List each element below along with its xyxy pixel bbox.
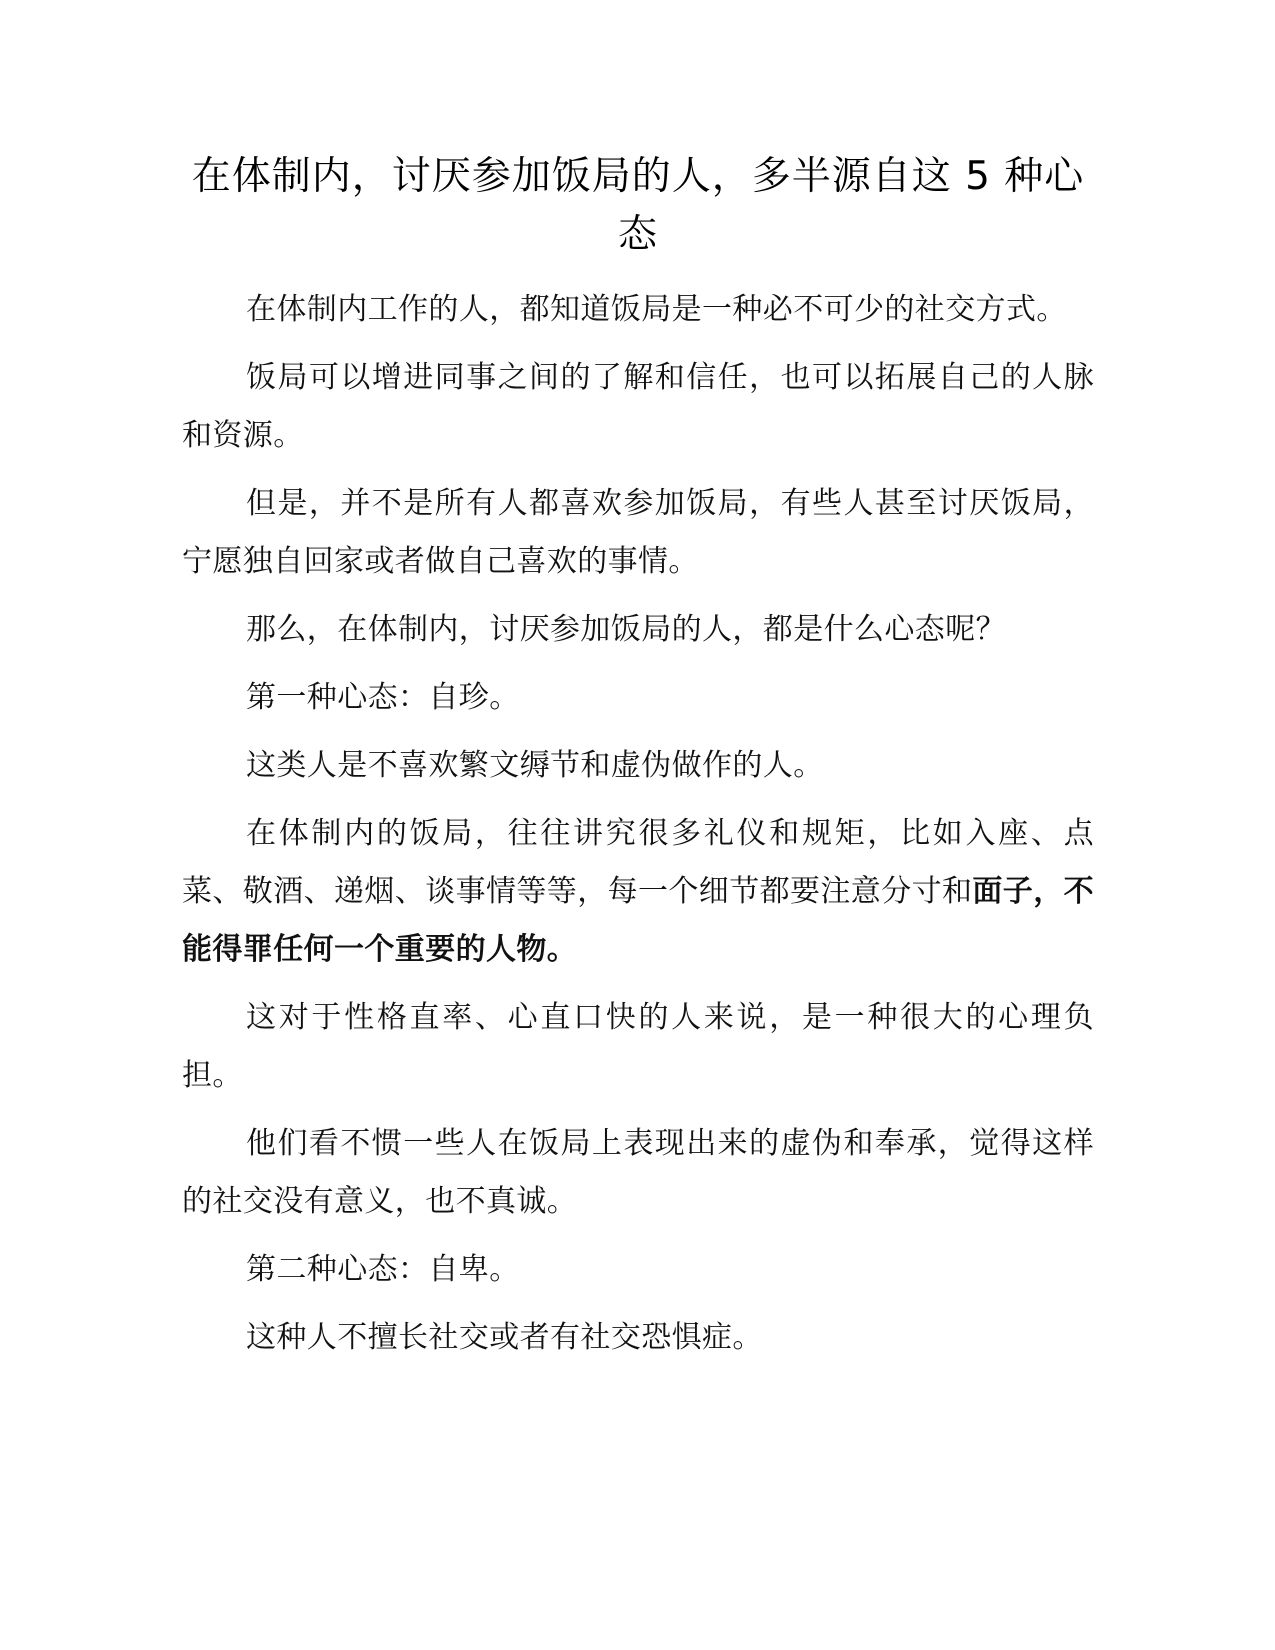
paragraph: [182, 805, 1094, 979]
section-heading-1: 第一种心态：自珍。: [246, 680, 520, 715]
document-title: 在体制内，讨厌参加饭局的人，多半源自这 5 种心态: [191, 154, 1085, 257]
paragraph: 这对于性格直率、心直口快的人来说，是一种很大的心理负担。: [182, 1000, 1094, 1093]
section-heading-2: 第二种心态：自卑。: [246, 1252, 520, 1287]
paragraph: 饭局可以增进同事之间的了解和信任，也可以拓展自己的人脉和资源。: [182, 360, 1094, 453]
document-body: [182, 281, 1094, 1377]
paragraph: 但是，并不是所有人都喜欢参加饭局，有些人甚至讨厌饭局，宁愿独自回家或者做自己喜欢的事情。: [182, 486, 1094, 579]
paragraph: 这种人不擅长社交或者有社交恐惧症。: [246, 1320, 763, 1355]
paragraph-bold-text: 面子，不能得罪任何一个重要的人物。: [182, 874, 1095, 967]
paragraph: 他们看不惯一些人在饭局上表现出来的虚伪和奉承，觉得这样的社交没有意义，也不真诚。: [182, 1126, 1094, 1219]
paragraph: 在体制内工作的人，都知道饭局是一种必不可少的社交方式。: [246, 292, 1067, 327]
paragraph-text: 在体制内的饭局，往往讲究很多礼仪和规矩，比如入座、点菜、敬酒、递烟、谈事情等等，每一个细节都要注意分寸和: [182, 816, 1094, 909]
paragraph: 这类人是不喜欢繁文缛节和虚伪做作的人。: [246, 748, 824, 783]
paragraph: 那么，在体制内，讨厌参加饭局的人，都是什么心态呢？: [246, 612, 1006, 647]
